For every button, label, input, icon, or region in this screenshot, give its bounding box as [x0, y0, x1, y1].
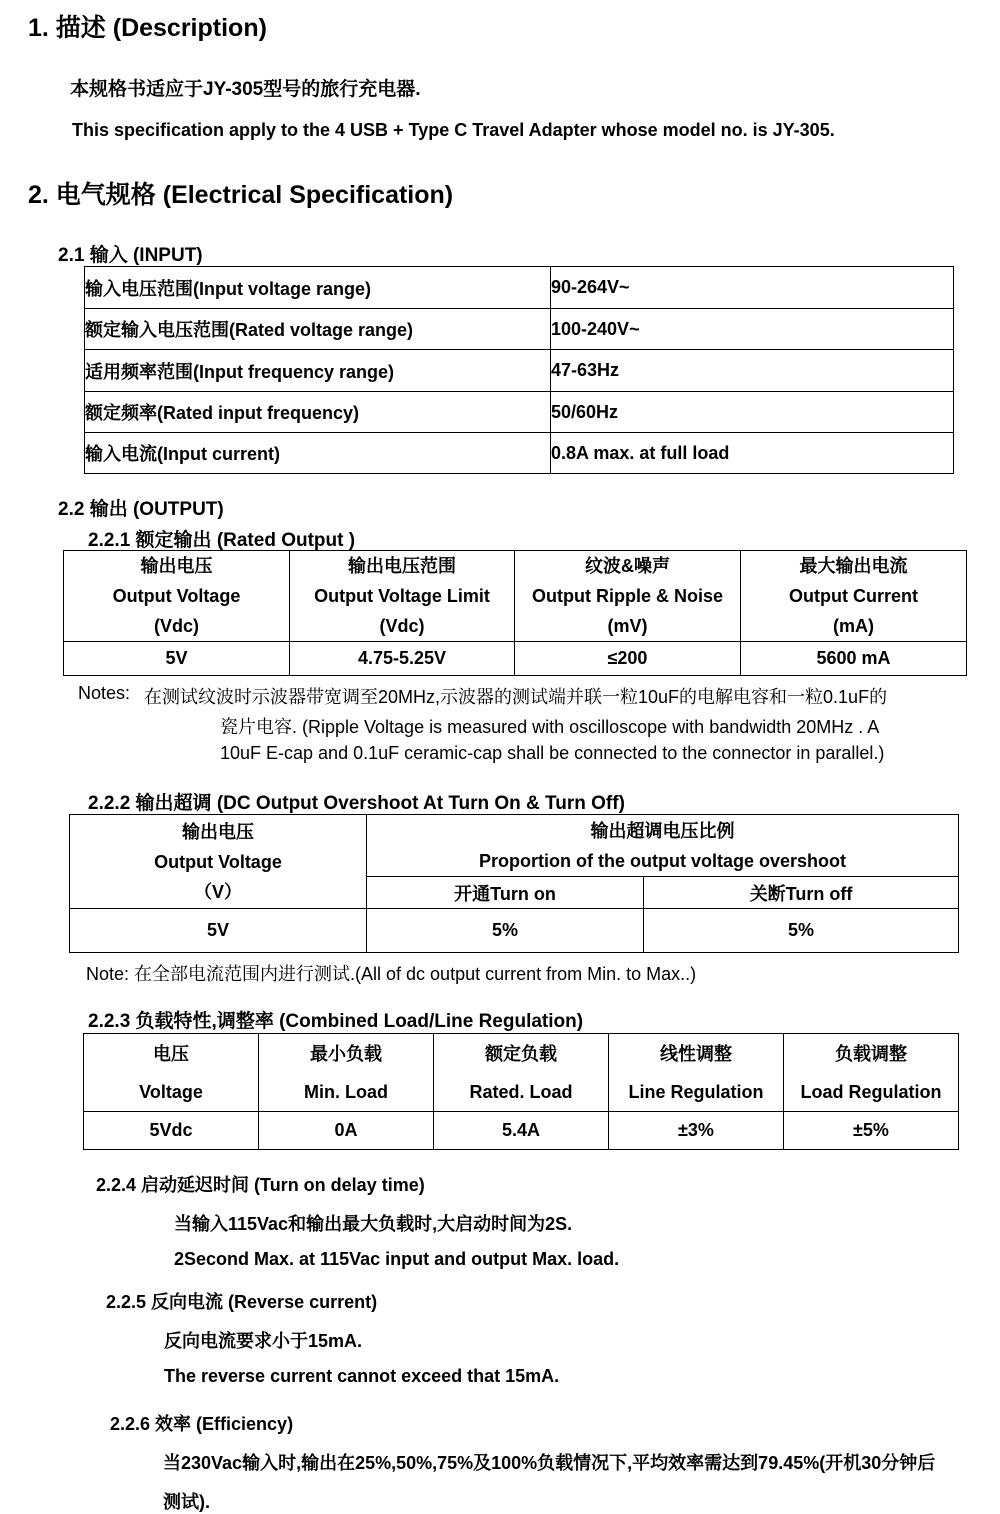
header-zh: 输出电压范围: [348, 556, 456, 576]
rated-value-cell: ≤200: [515, 642, 741, 676]
rated-output-heading: 2.2.1 额定输出 (Rated Output ): [88, 530, 356, 551]
header-unit: (Vdc): [379, 616, 425, 636]
input-row-label: 额定频率(Rated input frequency): [85, 392, 551, 433]
overshoot-heading: 2.2.2 输出超调 (DC Output Overshoot At Turn On & Turn Off): [88, 793, 625, 814]
regulation-value-cell: ±5%: [784, 1112, 959, 1150]
rated-notes-line-2: 瓷片电容. (Ripple Voltage is measured with oscilloscope with bandwidth 20MHz . A: [220, 717, 880, 737]
regulation-value-cell: ±3%: [609, 1112, 784, 1150]
header-zh: 最小负载: [310, 1043, 382, 1064]
rated-header-cell: [290, 551, 515, 642]
reverse-heading: 2.2.5 反向电流 (Reverse current): [106, 1292, 378, 1312]
header-en: Proportion of the output voltage overshoot: [479, 850, 846, 871]
regulation-header-cell: [784, 1034, 959, 1112]
description-zh: 本规格书适应于JY-305型号的旅行充电器.: [70, 79, 421, 100]
input-row-label: 适用频率范围(Input frequency range): [85, 350, 551, 392]
overshoot-value-cell: 5V: [70, 909, 367, 953]
efficiency-heading: 2.2.6 效率 (Efficiency): [110, 1414, 294, 1434]
regulation-value-cell: 5.4A: [434, 1112, 609, 1150]
input-row-value: 0.8A max. at full load: [551, 433, 954, 474]
overshoot-table: [69, 814, 959, 953]
input-row-label: 额定输入电压范围(Rated voltage range): [85, 309, 551, 350]
input-row-label: 输入电压范围(Input voltage range): [85, 267, 551, 309]
input-row-value: 90-264V~: [551, 267, 954, 309]
header-zh: 电压: [153, 1043, 189, 1064]
reverse-en: The reverse current cannot exceed that 15mA.: [164, 1366, 560, 1386]
rated-value-cell: 5V: [64, 642, 290, 676]
delay-en: 2Second Max. at 115Vac input and output Max. load.: [174, 1249, 620, 1269]
regulation-table: [83, 1033, 959, 1150]
header-en: Rated. Load: [469, 1081, 573, 1102]
overshoot-proportion-header: [367, 815, 959, 877]
input-row-value: 50/60Hz: [551, 392, 954, 433]
header-unit: (mV): [607, 616, 648, 636]
reverse-zh: 反向电流要求小于15mA.: [164, 1331, 363, 1351]
overshoot-note: Note: 在全部电流范围内进行测试.(All of dc output current from Min. to Max..): [86, 964, 697, 984]
input-row-value: 47-63Hz: [551, 350, 954, 392]
description-en: This specification apply to the 4 USB + Type C Travel Adapter whose model no. is JY-305.: [72, 120, 835, 140]
rated-header-cell: [64, 551, 290, 642]
section-2-heading: 2. 电气规格 (Electrical Specification): [28, 181, 454, 209]
regulation-header-cell: [259, 1034, 434, 1112]
rated-notes-label: Notes:: [78, 683, 131, 703]
header-en: Output Ripple & Noise: [532, 586, 723, 606]
rated-value-cell: 4.75-5.25V: [290, 642, 515, 676]
header-zh: 纹波&噪声: [585, 556, 670, 576]
header-en: Output Voltage: [154, 851, 282, 872]
header-zh: 线性调整: [660, 1043, 732, 1064]
rated-header-cell: [741, 551, 967, 642]
delay-zh: 当输入115Vac和输出最大负载时,大启动时间为2S.: [174, 1214, 573, 1234]
header-en: Load Regulation: [800, 1081, 942, 1102]
header-unit: (mA): [833, 616, 874, 636]
header-zh: 最大输出电流: [799, 556, 908, 576]
header-en: Voltage: [139, 1081, 203, 1102]
overshoot-value-cell: 5%: [644, 909, 959, 953]
delay-heading: 2.2.4 启动延迟时间 (Turn on delay time): [96, 1175, 425, 1195]
rated-notes-line-1: 在测试纹波时示波器带宽调至20MHz,示波器的测试端并联一粒10uF的电解电容和一粒0.1uF的: [144, 687, 888, 707]
header-zh: 输出电压: [140, 556, 213, 576]
rated-header-cell: [515, 551, 741, 642]
turn-on-header: 开通Turn on: [367, 877, 644, 909]
header-zh: 额定负载: [485, 1043, 557, 1064]
input-table: [84, 266, 954, 474]
regulation-header-cell: [609, 1034, 784, 1112]
header-zh: 输出超调电压比例: [590, 820, 735, 841]
header-zh: 输出电压: [182, 821, 254, 842]
header-zh: 负载调整: [835, 1043, 907, 1064]
header-en: Output Voltage: [112, 586, 241, 606]
overshoot-voltage-header: [70, 815, 367, 909]
regulation-header-cell: [84, 1034, 259, 1112]
header-en: Output Voltage Limit: [314, 586, 490, 606]
turn-off-header: 关断Turn off: [644, 877, 959, 909]
header-en: Min. Load: [304, 1081, 388, 1102]
input-heading: 2.1 输入 (INPUT): [58, 245, 203, 266]
regulation-value-cell: 0A: [259, 1112, 434, 1150]
header-unit: （V）: [193, 881, 242, 902]
header-en: Line Regulation: [628, 1081, 764, 1102]
output-heading: 2.2 输出 (OUTPUT): [58, 499, 224, 520]
regulation-heading: 2.2.3 负载特性,调整率 (Combined Load/Line Regulation): [88, 1011, 584, 1032]
regulation-value-cell: 5Vdc: [84, 1112, 259, 1150]
header-unit: (Vdc): [154, 616, 199, 636]
overshoot-value-cell: 5%: [367, 909, 644, 953]
regulation-header-cell: [434, 1034, 609, 1112]
efficiency-zh-line-1: 当230Vac输入时,输出在25%,50%,75%及100%负载情况下,平均效率需达到79.45%(开机30分钟后: [163, 1453, 936, 1473]
rated-notes-line-3: 10uF E-cap and 0.1uF ceramic-cap shall be connected to the connector in parallel.): [220, 743, 885, 763]
input-row-label: 输入电流(Input current): [85, 433, 551, 474]
efficiency-zh-line-2: 测试).: [163, 1492, 210, 1512]
input-row-value: 100-240V~: [551, 309, 954, 350]
header-en: Output Current: [789, 586, 918, 606]
rated-output-table: [63, 550, 967, 676]
section-1-heading: 1. 描述 (Description): [28, 14, 267, 42]
rated-value-cell: 5600 mA: [741, 642, 967, 676]
